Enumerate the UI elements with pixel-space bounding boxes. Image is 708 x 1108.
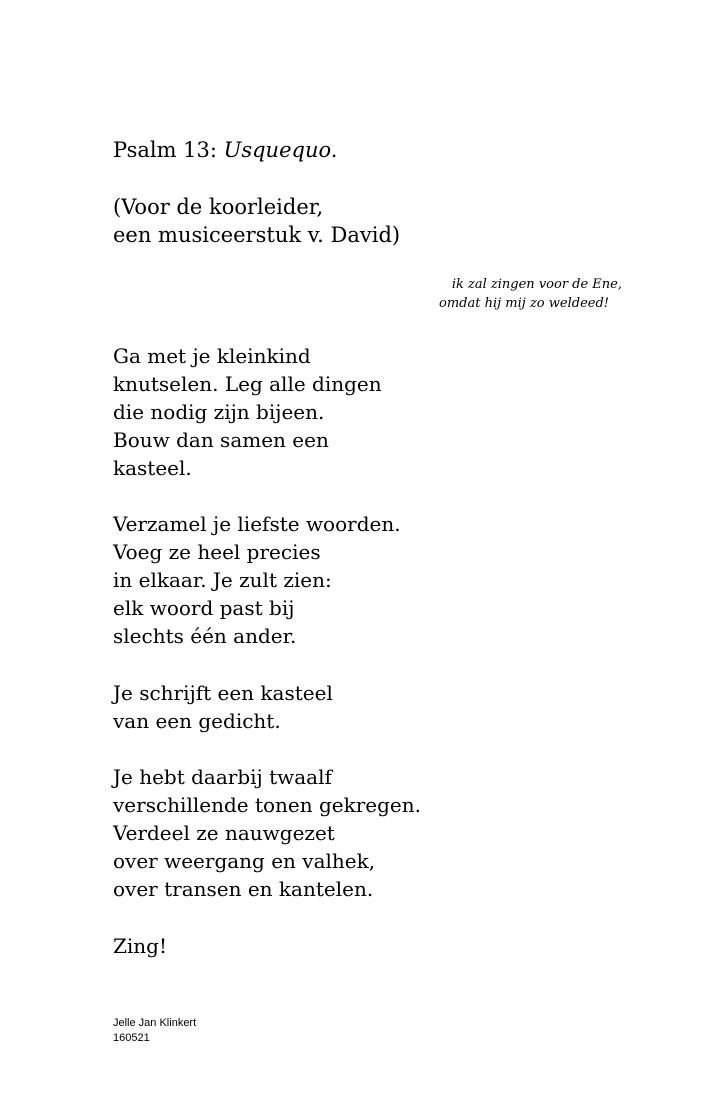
superscription-line: een musiceerstuk v. David) <box>113 223 401 247</box>
stanza-5 <box>113 932 167 960</box>
superscription-line: (Voor de koorleider, <box>113 195 324 219</box>
verse-line: elk woord past bij <box>113 596 295 620</box>
verse-line: verschillende tonen gekregen. <box>113 793 422 817</box>
verse-line: knutselen. Leg alle dingen <box>113 372 382 396</box>
verse-line: Verzamel je liefste woorden. <box>113 512 401 536</box>
epigraph-line: omdat hij mij zo weldeed! <box>439 296 609 311</box>
psalm-superscription <box>113 193 400 249</box>
title-latin: Usquequo. <box>223 138 338 162</box>
epigraph-line: ik zal zingen voor de Ene, <box>451 277 622 292</box>
stanza-3 <box>113 679 333 735</box>
date-code: 160521 <box>113 1032 150 1044</box>
verse-line: kasteel. <box>113 456 192 480</box>
verse-line: Ga met je kleinkind <box>113 344 311 368</box>
verse-line: in elkaar. Je zult zien: <box>113 568 332 592</box>
verse-line: Je hebt daarbij twaalf <box>113 765 332 789</box>
verse-line: Zing! <box>113 934 168 958</box>
stanza-1 <box>113 342 382 482</box>
verse-line: over weergang en valhek, <box>113 849 376 873</box>
verse-line: van een gedicht. <box>113 709 281 733</box>
poem-title <box>113 136 337 164</box>
stanza-2 <box>113 510 401 650</box>
verse-line: die nodig zijn bijeen. <box>113 400 325 424</box>
author-name: Jelle Jan Klinkert <box>113 1017 197 1029</box>
verse-line: over transen en kantelen. <box>113 877 374 901</box>
signature-footer <box>113 1016 196 1046</box>
verse-line: slechts één ander. <box>113 624 297 648</box>
epigraph <box>420 275 622 313</box>
verse-line: Verdeel ze nauwgezet <box>113 821 335 845</box>
title-prefix: Psalm 13: <box>113 138 224 162</box>
verse-line: Bouw dan samen een <box>113 428 329 452</box>
verse-line: Je schrijft een kasteel <box>113 681 333 705</box>
stanza-4 <box>113 763 421 903</box>
verse-line: Voeg ze heel precies <box>113 540 321 564</box>
